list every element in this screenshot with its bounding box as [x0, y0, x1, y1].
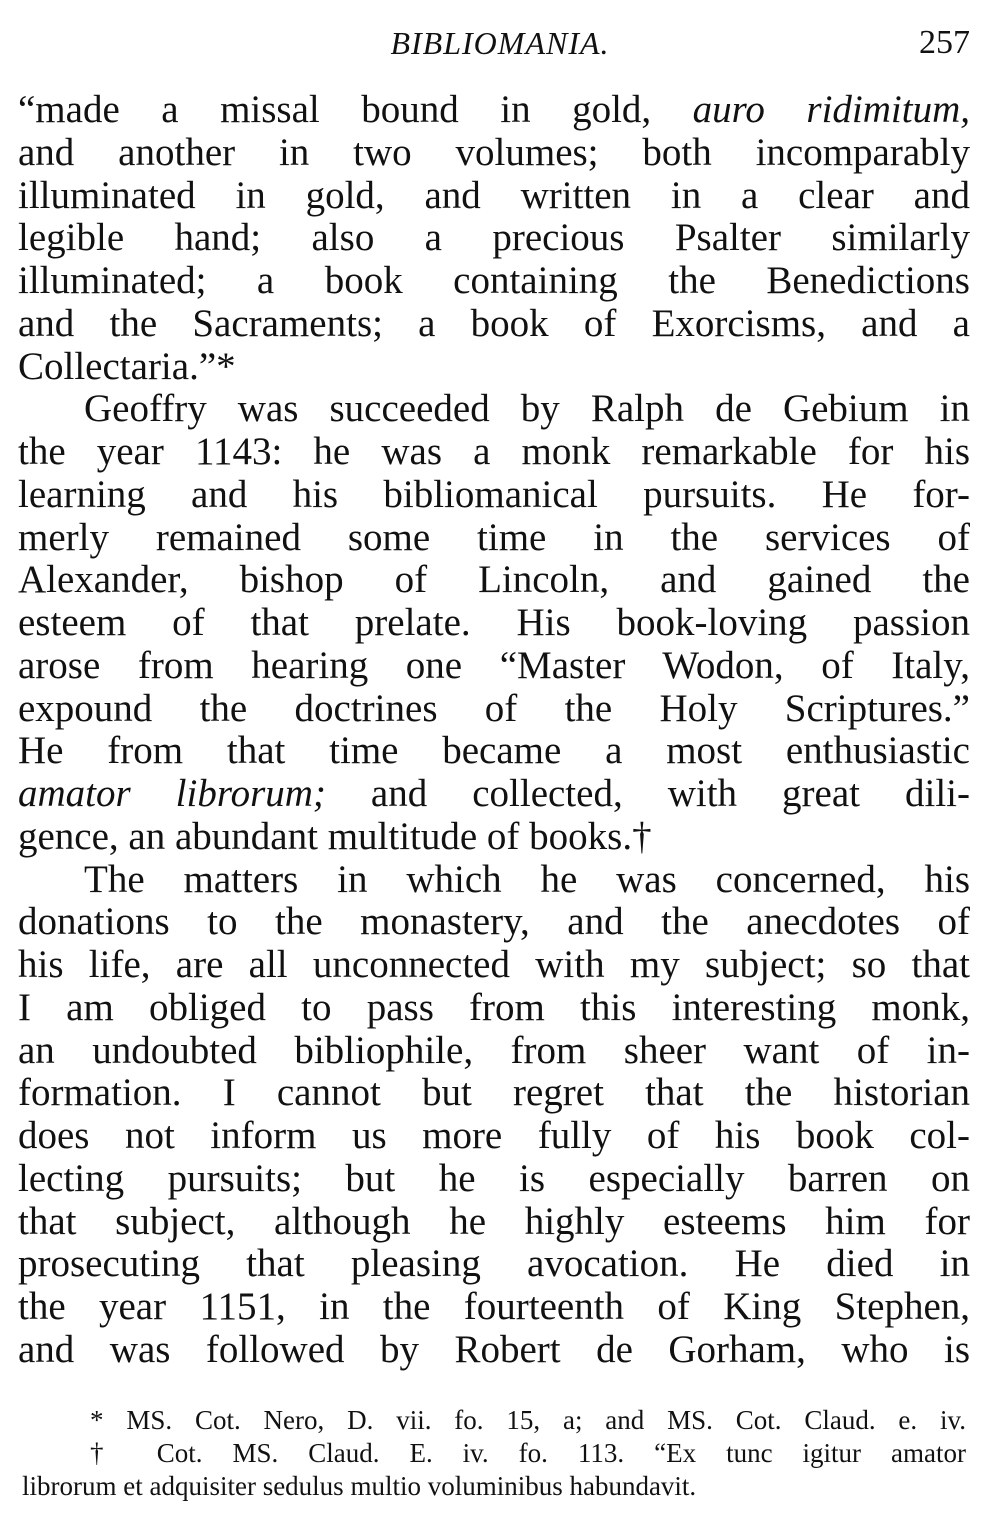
text-line: and the Sacraments; a book of Exorcisms, and a — [18, 301, 970, 345]
text-line: esteem of that prelate. His book-loving passion — [18, 601, 970, 644]
text-line: an undoubted bibliophile, from sheer want of in- — [18, 1028, 970, 1072]
text-line: lecting pursuits; but he is especially barren on — [18, 1156, 970, 1200]
text-line: arose from hearing one “Master Wodon, of Italy, — [18, 643, 970, 687]
text-line: gence, an abundant multitude of books.† — [18, 814, 652, 858]
italic-phrase: auro ridimitum, — [692, 88, 970, 131]
text-line: I am obliged to pass from this interesting monk, — [18, 985, 970, 1029]
main-text — [18, 89, 970, 1372]
text-line: expound the doctrines of the Holy Scriptures.” — [18, 686, 970, 730]
text-line: does not inform us more fully of his book col- — [18, 1114, 970, 1157]
text-line: and was followed by Robert de Gorham, who is — [18, 1327, 970, 1371]
page-number: 257 — [919, 24, 970, 61]
text-line: that subject, although he highly esteems him for — [18, 1199, 970, 1243]
footnotes — [22, 1404, 966, 1503]
text-line: Collectaria.”* — [18, 344, 236, 388]
text-line: and another in two volumes; both incomparably — [18, 130, 970, 174]
text-line: Alexander, bishop of Lincoln, and gained the — [18, 558, 970, 602]
paragraph-first-line: Geoffry was succeeded by Ralph de Gebium in — [84, 387, 970, 431]
text-line: donations to the monastery, and the anecdotes of — [18, 900, 970, 944]
text-line: “made a missal bound in gold, auro ridimitum, — [18, 88, 970, 131]
text-line: legible hand; also a precious Psalter similarly — [18, 216, 970, 260]
text-line: learning and his bibliomanical pursuits. He for- — [18, 472, 970, 516]
text-line: illuminated; a book containing the Benedictions — [18, 259, 970, 302]
text-line: prosecuting that pleasing avocation. He died in — [18, 1242, 970, 1286]
text-line: the year 1143: he was a monk remarkable for his — [18, 430, 970, 473]
text-line: illuminated in gold, and written in a clear and — [18, 173, 970, 217]
footnote-dagger: † Cot. MS. Claud. E. iv. fo. 113. “Ex tunc igitur amator — [90, 1438, 966, 1468]
paragraph-first-line: The matters in which he was concerned, his — [84, 857, 970, 901]
italic-phrase: amator librorum; — [18, 772, 326, 815]
running-title: BIBLIOMANIA. — [390, 25, 610, 61]
text-line: his life, are all unconnected with my subject; so that — [18, 943, 970, 986]
text-line: the year 1151, in the fourteenth of King Stephen, — [18, 1285, 970, 1328]
text-line: merly remained some time in the services of — [18, 515, 970, 559]
footnote-star: * MS. Cot. Nero, D. vii. fo. 15, a; and MS. Cot. Claud. e. iv. — [90, 1405, 966, 1435]
text-line: formation. I cannot but regret that the historian — [18, 1071, 970, 1115]
footnote-continuation: librorum et adquisiter sedulus multio voluminibus habundavit. — [22, 1471, 697, 1501]
running-head — [0, 18, 1000, 68]
text-line: amator librorum; and collected, with great dili- — [18, 772, 970, 815]
text-line: He from that time became a most enthusiastic — [18, 729, 970, 773]
